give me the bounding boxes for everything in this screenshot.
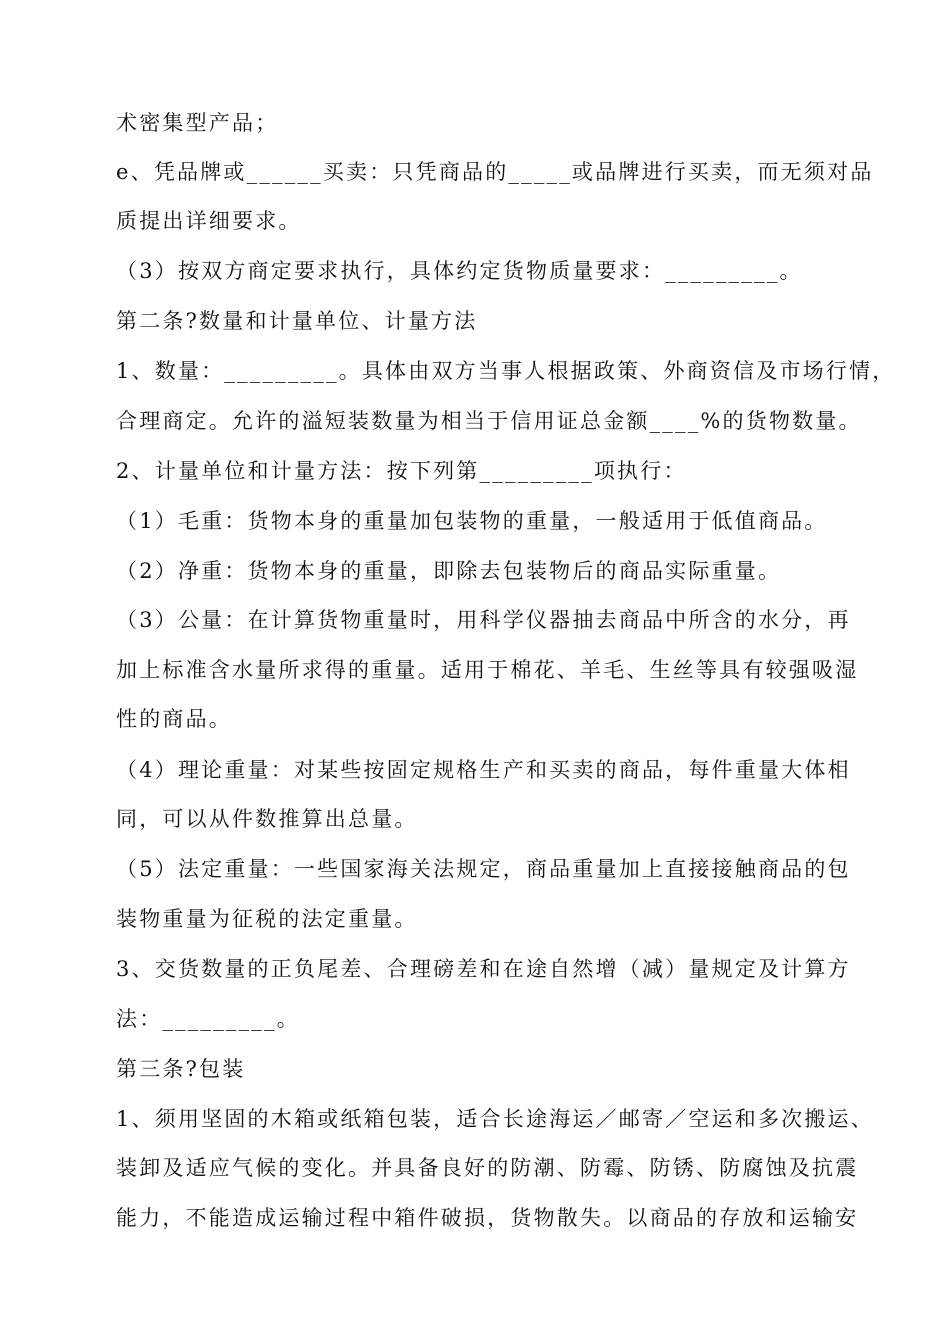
text-line: （5）法定重量：一些国家海关法规定，商品重量加上直接接触商品的包: [116, 857, 851, 881]
text-line: 加上标准含水量所求得的重量。适用于棉花、羊毛、生丝等具有较强吸湿: [116, 658, 859, 682]
text-line: （2）净重：货物本身的重量，即除去包装物后的商品实际重量。: [116, 559, 782, 583]
text-line: （3）按双方商定要求执行，具体约定货物质量要求：_________。: [116, 259, 803, 283]
text-line: （4）理论重量：对某些按固定规格生产和买卖的商品，每件重量大体相: [116, 758, 851, 782]
section-heading: 第三条?包装: [116, 1057, 246, 1081]
text-line: 3、交货数量的正负尾差、合理磅差和在途自然增（减）量规定及计算方: [116, 957, 851, 981]
text-line: 术密集型产品；: [116, 111, 279, 135]
text-line: 质提出详细要求。: [116, 209, 302, 233]
text-line: 法：_________。: [116, 1007, 300, 1031]
text-line: 能力，不能造成运输过程中箱件破损，货物散失。以商品的存放和运输安: [116, 1206, 859, 1230]
text-line: 同，可以从件数推算出总量。: [116, 807, 418, 831]
text-line: （3）公量：在计算货物重量时，用科学仪器抽去商品中所含的水分，再: [116, 608, 851, 632]
text-line: 1、须用坚固的木箱或纸箱包装，适合长途海运／邮寄／空运和多次搬运、: [116, 1107, 874, 1131]
text-line: 性的商品。: [116, 707, 232, 731]
text-line: 合理商定。允许的溢短装数量为相当于信用证总金额____%的货物数量。: [116, 409, 862, 433]
text-line: e、凭品牌或______买卖：只凭商品的_____或品牌进行买卖，而无须对品: [116, 160, 874, 184]
text-line: 装卸及适应气候的变化。并具备良好的防潮、防霉、防锈、防腐蚀及抗震: [116, 1156, 859, 1180]
text-line: 2、计量单位和计量方法：按下列第_________项执行：: [116, 459, 687, 483]
text-line: 1、数量：_________。具体由双方当事人根据政策、外商资信及市场行情，: [116, 359, 896, 383]
section-heading: 第二条?数量和计量单位、计量方法: [116, 309, 478, 333]
text-line: （1）毛重：货物本身的重量加包装物的重量，一般适用于低值商品。: [116, 509, 828, 533]
text-line: 装物重量为征税的法定重量。: [116, 907, 418, 931]
